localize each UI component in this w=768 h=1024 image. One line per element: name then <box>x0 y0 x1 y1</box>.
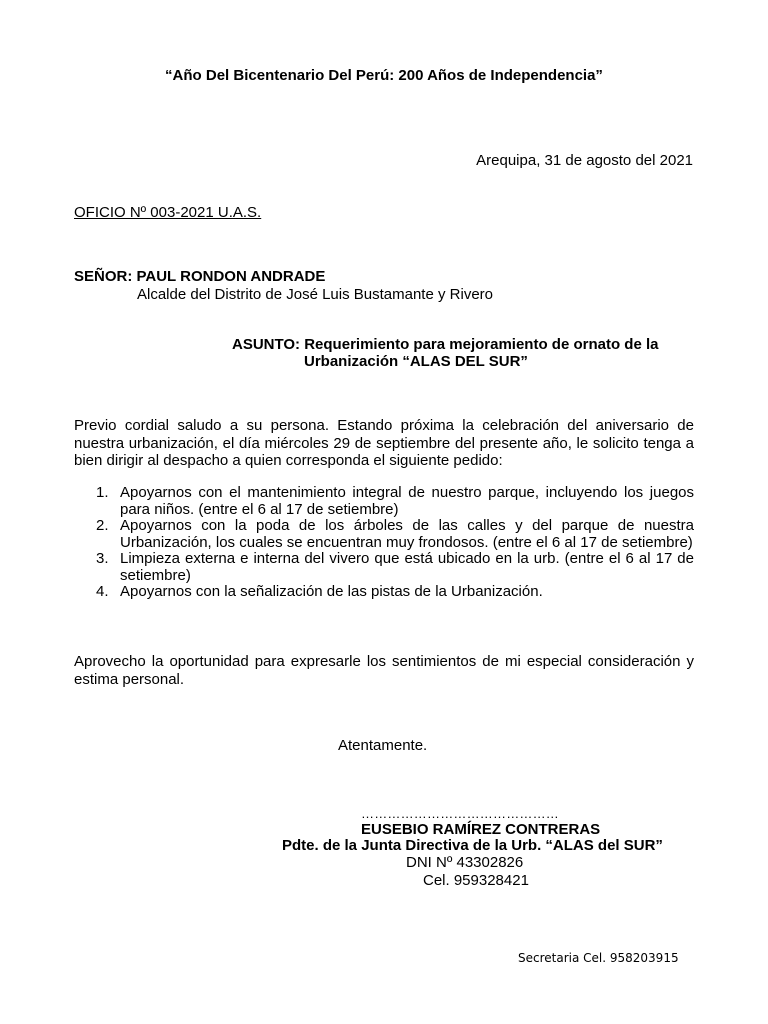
place-date: Arequipa, 31 de agosto del 2021 <box>476 152 693 169</box>
document-reference: OFICIO Nº 003-2021 U.A.S. <box>74 204 262 221</box>
list-item-text: Limpieza externa e interna del vivero que está ubicado en la urb. (entre el 6 al 17 de setiembre) <box>120 550 694 584</box>
intro-paragraph: Previo cordial saludo a su persona. Estando próxima la celebración del aniversario de nuestra urbanización, el día miércoles 29 de septiembre del presente año, le solicito tenga a bien dirigir al despacho a quien corresponda el siguiente pedido: <box>74 417 694 469</box>
list-item <box>74 518 694 551</box>
list-item-text: Apoyarnos con el mantenimiento integral de nuestro parque, incluyendo los juegos para niños. (entre el 6 al 17 de setiembre) <box>120 484 694 518</box>
signatory-phone: Cel. 959328421 <box>423 872 529 889</box>
signatory-name: EUSEBIO RAMÍREZ CONTRERAS <box>361 821 601 838</box>
subject-line-2: Urbanización “ALAS DEL SUR” <box>304 353 528 370</box>
signature-line: ……………………………………… <box>361 806 559 821</box>
signatory-title: Pdte. de la Junta Directiva de la Urb. “ALAS del SUR” <box>282 837 663 854</box>
request-list <box>74 485 694 601</box>
list-item-number: 2. <box>96 517 109 534</box>
list-item-number: 1. <box>96 484 109 501</box>
list-item-text: Apoyarnos con la señalización de las pistas de la Urbanización. <box>120 583 543 600</box>
list-item-number: 4. <box>96 583 109 600</box>
subject-line-1: ASUNTO: Requerimiento para mejoramiento de ornato de la <box>232 336 659 353</box>
header-motto: “Año Del Bicentenario Del Perú: 200 Años de Independencia” <box>165 67 603 84</box>
list-item <box>74 584 694 601</box>
list-item-number: 3. <box>96 550 109 567</box>
secretary-phone: Secretaria Cel. 958203915 <box>518 951 679 965</box>
list-item-text: Apoyarnos con la poda de los árboles de las calles y del parque de nuestra Urbanización, los cuales se encuentran muy frondosos. (entre el 6 al 17 de setiembre) <box>120 517 694 551</box>
signatory-dni: DNI Nº 43302826 <box>406 854 524 871</box>
list-item <box>74 485 694 518</box>
closing-paragraph: Aprovecho la oportunidad para expresarle los sentimientos de mi especial consideración y estima personal. <box>74 653 694 688</box>
addressee-role: Alcalde del Distrito de José Luis Bustamante y Rivero <box>137 286 494 303</box>
regards: Atentamente. <box>338 737 428 754</box>
list-item <box>74 551 694 584</box>
addressee-name: SEÑOR: PAUL RONDON ANDRADE <box>74 268 326 285</box>
